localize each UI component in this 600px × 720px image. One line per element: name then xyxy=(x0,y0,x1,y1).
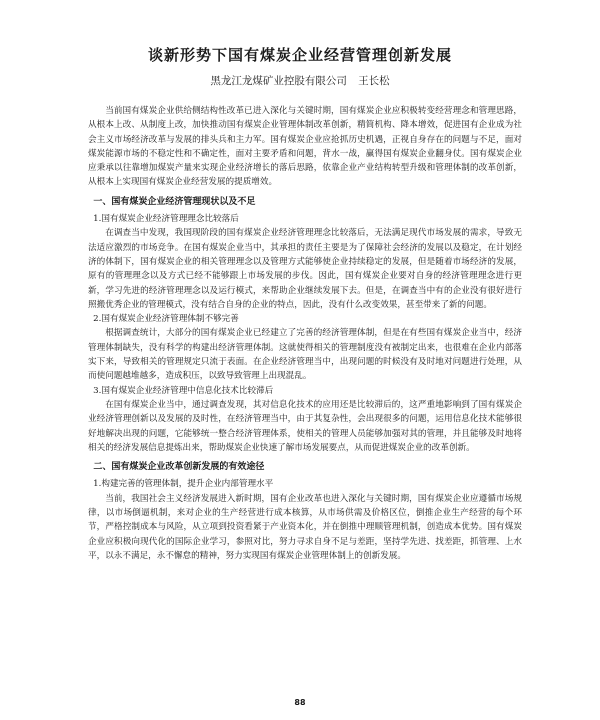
section-2-heading: 二、国有煤炭企业改革创新发展的有效途径 xyxy=(93,462,265,473)
subsection-1-3-heading: 3.国有煤炭企业经济管理中信息化技术比较滞后 xyxy=(93,385,274,396)
author-line: 黑龙江龙煤矿业控股有限公司 王长松 xyxy=(210,75,390,87)
subsection-1-2-heading: 2.国有煤炭企业经济管理体制不够完善 xyxy=(93,314,239,325)
article-body xyxy=(88,104,522,563)
subsection-2-1-paragraph: 当前，我国社会主义经济发展进入新时期，国有企业改革也进入深化与关键时期，国有煤炭企业应遵循市场规律，以市场倒逼机制，来对企业的生产经营进行成本核算，从市场供需及价格区位，倒推企业生产经营的每个环节，严格控制成本与风险，从立项到投资看紧于产业资本化，并在倒推中理顺管理机制，创造成本优势。国有煤炭企业应积极向现代化的国际企业学习，参照对比，努力寻求自身不足与差距，坚持学先进、找差距，抓管理、上水平，以永不满足，永不懈怠的精神，努力实现国有煤炭企业管理体制上的创新发展。 xyxy=(88,493,522,561)
section-1-heading: 一、国有煤炭企业经济管理现状以及不足 xyxy=(93,196,256,207)
subsection-1-1-heading: 1.国有煤炭企业经济管理理念比较落后 xyxy=(93,214,239,225)
intro-paragraph: 当前国有煤炭企业供给侧结构性改革已进入深化与关键时期，国有煤炭企业应积极转变经营理念和管理思路，从根本上改、从制度上改，加快推动国有煤炭企业管理体制改革创新，精简机构、降本增效，促进国有企业成为社会主义市场经济改革与发展的排头兵和主力军。国有煤炭企业应抢抓历史机遇，正视自身存在的问题与不足，面对煤炭能源市场的不稳定性和不确定性，面对主要矛盾和问题，背水一战，赢得国有煤炭企业翻身仗。国有煤炭企业应秉承以往靠增加煤炭产量来实现企业经济增长的落后思路，依靠企业产业结构转型升级和管理体制的改革创新，从根本上实现国有煤炭企业经营发展的提质增效。 xyxy=(88,106,522,188)
page-number: 88 xyxy=(294,698,306,707)
subsection-1-1-paragraph: 在调查当中发现，我国现阶段的国有煤炭企业经济管理理念比较落后，无法满足现代市场发展的需求，导致无法适应激烈的市场竞争。在国有煤炭企业当中，其承担的责任主要是为了保障社会经济的发展以及稳定，在计划经济的体制下，国有煤炭企业的相关管理理念以及管理方式能够使企业持续稳定的发展，但是随着市场经济的发展，原有的管理理念以及方式已经不能够跟上市场发展的步伐。因此，国有煤炭企业要对自身的经济管理理念进行更新，学习先进的经济管理理念以及运行模式，来帮助企业继续发展下去。但是，在调查当中有的企业没有很好进行照搬优秀企业的管理模式，没有结合自身的企业的特点，因此，没有什么改变效果，甚至带来了新的问题。 xyxy=(88,228,522,310)
article-title: 谈新形势下国有煤炭企业经营管理创新发展 xyxy=(147,46,452,64)
subsection-2-1-heading: 1.构建完善的管理体制，提升企业内部管理水平 xyxy=(93,479,274,490)
subsection-1-2-paragraph: 根据调查统计，大部分的国有煤炭企业已经建立了完善的经济管理体制，但是在有些国有煤炭企业当中，经济管理体制缺失，没有科学的构建出经济管理体制。这就使得相关的管理制度没有被制定出来，也很难在企业内部落实下来，导致相关的管理规定只流于表面。在企业经济管理当中，出现问题的时候没有及时地对问题进行处理，从而使问题越堆越多，造成积压，以致导致管理上出现混乱。 xyxy=(88,328,522,382)
subsection-1-3-paragraph: 在国有煤炭企业当中，通过调查发现，其对信息化技术的应用还是比较滞后的，这严重地影响到了国有煤炭企业经济管理创新以及发展的及时性，在经济管理当中，由于其复杂性，会出现很多的问题，运用信息化技术能够很好地解决出现的问题，它能够统一整合经济管理体系，使相关的管理人员能够加强对其的管理，并且能够及时地将相关的经济发展信息提炼出来，帮助煤炭企业快速了解市场发展要点，从而促进煤炭企业的改革创新。 xyxy=(88,399,522,453)
